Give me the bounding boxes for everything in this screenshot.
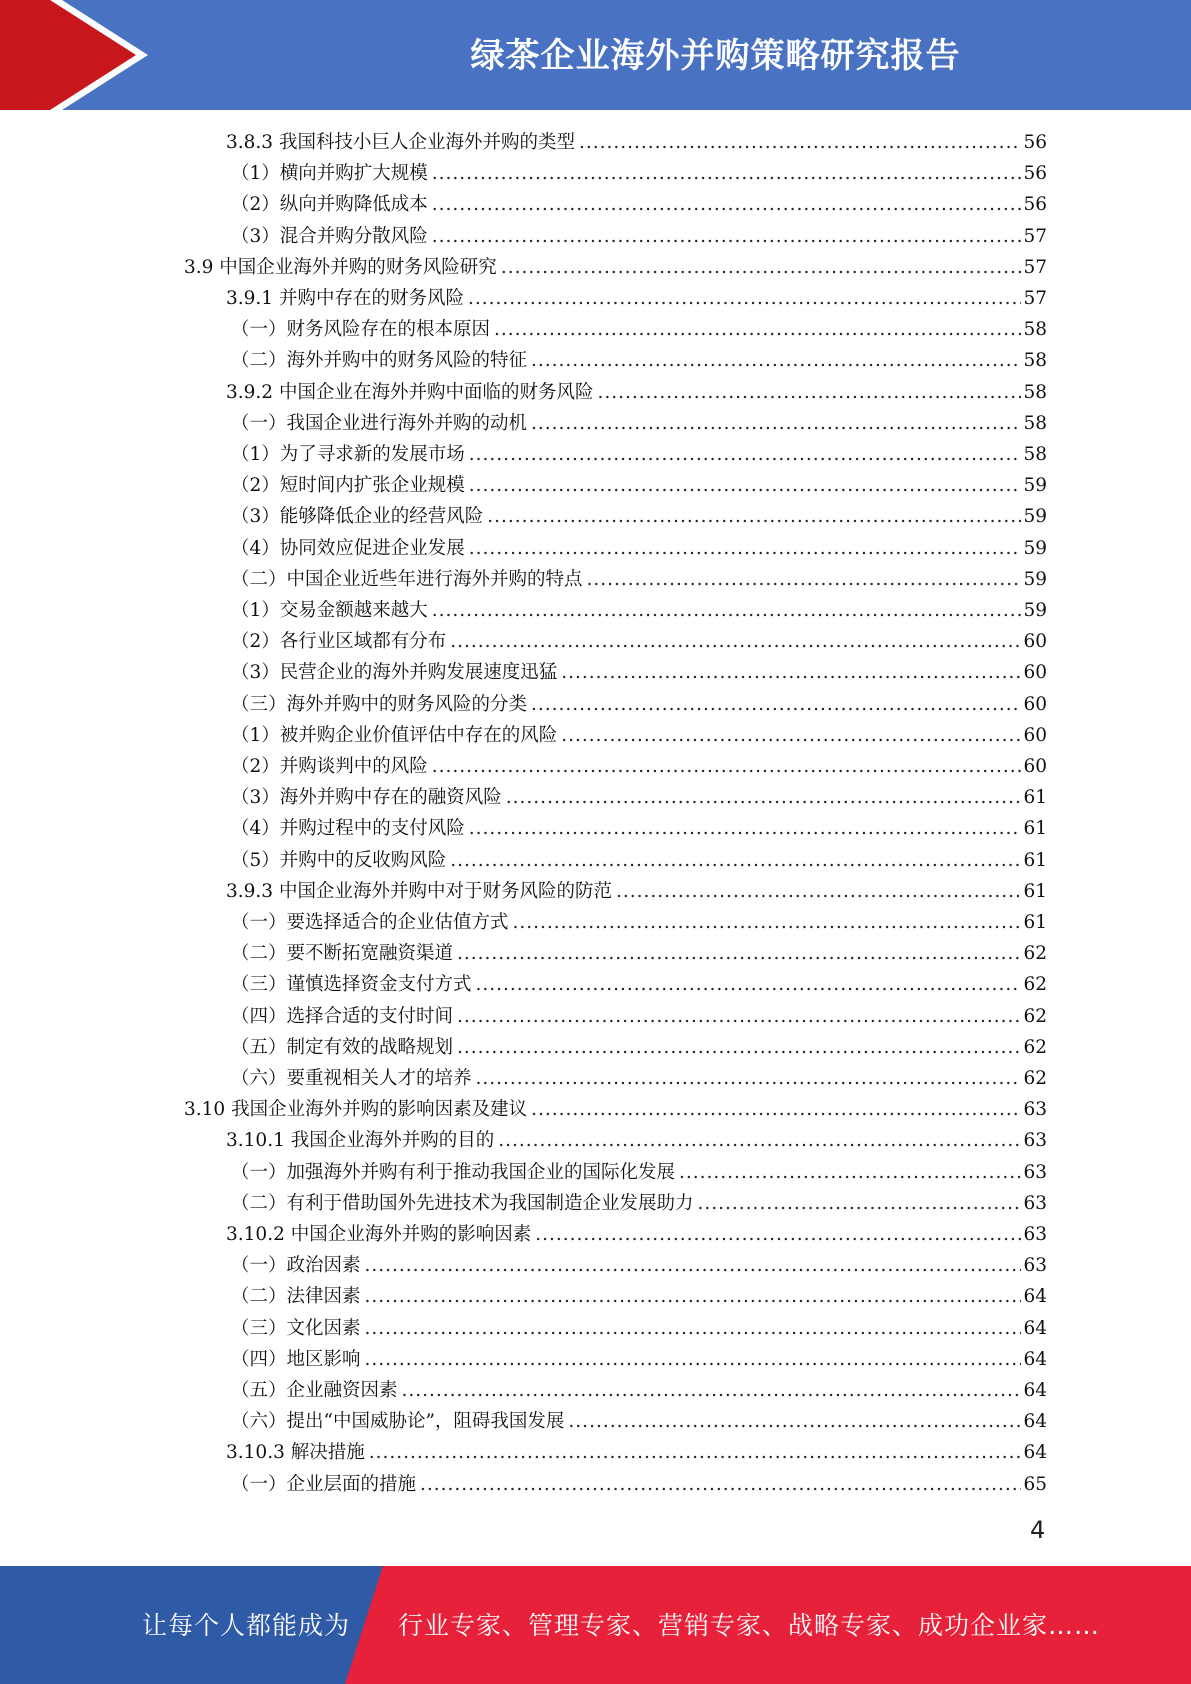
toc-entry-page: 58 [1023,350,1047,372]
toc-entry-title: （三）谨慎选择资金支付方式 [231,974,472,996]
toc-entry-page: 63 [1023,1099,1047,1121]
page-number: 4 [1030,1516,1046,1544]
toc-dot-leader [616,876,1021,907]
toc-entry[interactable] [231,1469,1047,1500]
toc-entry-page: 64 [1023,1317,1047,1339]
toc-entry[interactable] [231,782,1047,813]
toc-entry-title: （一）财务风险存在的根本原因 [231,319,491,341]
toc-entry-page: 57 [1023,288,1047,309]
toc-dot-leader [531,689,1021,720]
toc-dot-leader [597,377,1021,408]
toc-entry[interactable] [226,1437,1047,1468]
toc-entry[interactable] [231,1063,1047,1094]
toc-entry-title: （2）各行业区域都有分布 [231,631,447,653]
toc-entry-page: 60 [1023,662,1047,684]
toc-dot-leader [432,189,1021,220]
toc-entry[interactable] [184,252,1047,283]
toc-entry[interactable] [226,1219,1047,1250]
toc-entry-page: 61 [1023,787,1047,809]
toc-entry-title: （一）企业层面的措施 [231,1473,417,1495]
toc-dot-leader [469,533,1021,564]
toc-entry[interactable] [231,938,1047,969]
toc-dot-leader [365,1281,1021,1312]
toc-entry-page: 62 [1023,943,1047,965]
toc-entry[interactable] [231,439,1047,470]
toc-dot-leader [432,158,1021,189]
toc-entry-page: 60 [1023,693,1047,715]
toc-entry[interactable] [231,533,1047,564]
toc-dot-leader [457,1001,1021,1032]
toc-entry[interactable] [231,470,1047,501]
toc-entry-page: 59 [1023,475,1047,497]
toc-entry-title: （二）中国企业近些年进行海外并购的特点 [231,568,583,590]
toc-entry-title: （二）海外并购中的财务风险的特征 [231,350,528,372]
toc-dot-leader [698,1188,1021,1219]
toc-entry-page: 60 [1023,631,1047,653]
toc-entry-title: （3）能够降低企业的经营风险 [231,506,484,528]
toc-entry-page: 65 [1023,1473,1047,1495]
toc-entry-title: 3.10.3 解决措施 [226,1442,365,1464]
toc-entry-page: 60 [1023,756,1047,777]
toc-entry[interactable] [231,189,1047,220]
toc-entry-title: （1）被并购企业价值评估中存在的风险 [231,724,558,746]
toc-dot-leader [432,751,1021,782]
toc-dot-leader [457,1032,1021,1063]
toc-entry-page: 63 [1023,1192,1047,1214]
toc-entry-page: 63 [1023,1224,1047,1245]
toc-entry-title: （三）海外并购中的财务风险的分类 [231,693,528,715]
toc-dot-leader [432,595,1021,626]
toc-entry-title: （2）纵向并购降低成本 [231,194,428,216]
toc-entry[interactable] [231,1001,1047,1032]
toc-dot-leader [469,439,1021,470]
toc-entry-page: 62 [1023,1036,1047,1058]
toc-entry-title: （六）提出“中国威胁论”，阻碍我国发展 [231,1411,565,1433]
toc-entry-title: （三）文化因素 [231,1317,361,1339]
toc-entry-page: 60 [1023,724,1047,746]
toc-entry[interactable] [231,1375,1047,1406]
toc-entry-title: （4）并购过程中的支付风险 [231,818,465,840]
toc-dot-leader [494,314,1021,345]
toc-entry[interactable] [231,564,1047,595]
toc-dot-leader [487,501,1021,532]
toc-entry[interactable] [231,501,1047,532]
toc-dot-leader [469,813,1021,844]
toc-dot-leader [369,1437,1021,1468]
toc-dot-leader [432,221,1021,252]
toc-entry-page: 61 [1023,849,1047,871]
page-footer [0,1566,1191,1684]
footer-slogan-left: 让每个人都能成为 [142,1611,351,1640]
toc-entry-page: 64 [1023,1442,1047,1464]
toc-entry-page: 63 [1023,1130,1047,1152]
toc-entry[interactable] [231,1250,1047,1281]
toc-dot-leader [501,252,1021,283]
toc-entry[interactable] [231,314,1047,345]
toc-entry-page: 56 [1023,163,1047,185]
toc-entry-title: 3.9.3 中国企业海外并购中对于财务风险的防范 [226,880,612,902]
toc-entry[interactable] [231,720,1047,751]
toc-entry[interactable] [226,283,1047,314]
toc-entry-title: （一）我国企业进行海外并购的动机 [231,412,528,434]
toc-entry[interactable] [226,876,1047,907]
toc-entry-title: （六）要重视相关人才的培养 [231,1068,472,1089]
toc-dot-leader [365,1250,1021,1281]
toc-entry-title: （二）法律因素 [231,1286,361,1308]
toc-entry-title: （5）并购中的反收购风险 [231,849,447,871]
toc-entry-page: 56 [1023,132,1047,153]
toc-entry[interactable] [231,626,1047,657]
toc-dot-leader [468,283,1021,314]
toc-entry-page: 64 [1023,1411,1047,1433]
toc-dot-leader [476,1063,1021,1094]
toc-entry-page: 56 [1023,194,1047,216]
toc-entry-page: 61 [1023,880,1047,902]
toc-dot-leader [457,938,1021,969]
toc-entry[interactable] [231,595,1047,626]
toc-entry[interactable] [231,1313,1047,1344]
toc-entry[interactable] [231,1406,1047,1437]
toc-entry-title: （2）短时间内扩张企业规模 [231,475,465,497]
toc-entry-title: （2）并购谈判中的风险 [231,756,428,777]
toc-entry[interactable] [231,345,1047,376]
toc-dot-leader [561,720,1021,751]
toc-dot-leader [513,907,1021,938]
toc-entry-page: 58 [1023,412,1047,434]
toc-entry-page: 59 [1023,568,1047,590]
toc-entry[interactable] [231,657,1047,688]
toc-entry-title: （一）要选择适合的企业估值方式 [231,912,509,933]
toc-entry[interactable] [231,969,1047,1000]
toc-entry[interactable] [184,1094,1047,1125]
toc-entry[interactable] [231,221,1047,252]
toc-entry[interactable] [231,1344,1047,1375]
toc-entry[interactable] [231,1032,1047,1063]
toc-dot-leader [587,564,1021,595]
toc-entry[interactable] [226,1125,1047,1156]
toc-entry-page: 63 [1023,1161,1047,1183]
toc-entry-title: （四）选择合适的支付时间 [231,1005,454,1027]
toc-entry[interactable] [226,127,1047,158]
toc-entry-page: 59 [1023,506,1047,528]
toc-entry-page: 57 [1023,256,1047,278]
toc-entry-page: 59 [1023,537,1047,559]
toc-entry-page: 63 [1023,1255,1047,1277]
toc-entry-page: 58 [1023,381,1047,403]
toc-dot-leader [450,845,1021,876]
toc-entry-page: 62 [1023,1068,1047,1089]
toc-dot-leader [506,782,1021,813]
toc-dot-leader [450,626,1021,657]
toc-entry-title: （一）加强海外并购有利于推动我国企业的国际化发展 [231,1161,676,1183]
footer-slogan-right: 行业专家、管理专家、营销专家、战略专家、成功企业家…… [398,1611,1101,1640]
toc-entry-page: 61 [1023,912,1047,933]
toc-entry-title: （1）为了寻求新的发展市场 [231,444,465,465]
toc-entry-title: 3.9.1 并购中存在的财务风险 [226,288,464,309]
toc-entry[interactable] [231,158,1047,189]
toc-entry[interactable] [231,845,1047,876]
toc-entry-title: 3.9.2 中国企业在海外并购中面临的财务风险 [226,381,594,403]
toc-entry-title: 3.9 中国企业海外并购的财务风险研究 [184,256,497,278]
toc-entry-page: 61 [1023,818,1047,840]
toc-entry-page: 62 [1023,1005,1047,1027]
toc-entry-page: 64 [1023,1286,1047,1308]
toc-entry[interactable] [231,907,1047,938]
toc-entry-title: （二）有利于借助国外先进技术为我国制造企业发展助力 [231,1192,694,1214]
toc-dot-leader [498,1125,1021,1156]
toc-entry-title: （四）地区影响 [231,1348,361,1370]
toc-entry[interactable] [226,377,1047,408]
report-title: 绿茶企业海外并购策略研究报告 [470,36,961,76]
toc-entry-page: 64 [1023,1380,1047,1401]
toc-entry[interactable] [231,751,1047,782]
toc-entry-page: 58 [1023,319,1047,341]
toc-entry-title: （五）制定有效的战略规划 [231,1036,454,1058]
toc-dot-leader [365,1344,1021,1375]
toc-entry[interactable] [231,1281,1047,1312]
toc-dot-leader [535,1219,1021,1250]
toc-entry-title: （4）协同效应促进企业发展 [231,537,465,559]
toc-entry-title: 3.10.1 我国企业海外并购的目的 [226,1130,495,1152]
toc-entry-title: （3）混合并购分散风险 [231,225,428,247]
toc-dot-leader [531,345,1021,376]
toc-dot-leader [579,127,1021,158]
toc-dot-leader [679,1157,1021,1188]
toc-entry-page: 62 [1023,974,1047,996]
toc-entry-page: 59 [1023,600,1047,621]
toc-entry-title: （3）民营企业的海外并购发展速度迅猛 [231,662,558,684]
toc-entry-page: 57 [1023,225,1047,247]
toc-entry-title: 3.8.3 我国科技小巨人企业海外并购的类型 [226,132,575,153]
toc-entry-title: （1）交易金额越来越大 [231,600,428,621]
toc-entry[interactable] [231,1188,1047,1219]
toc-entry-title: （五）企业融资因素 [231,1380,398,1401]
toc-dot-leader [476,969,1021,1000]
toc-entry[interactable] [231,1157,1047,1188]
page-header [0,0,1191,110]
toc-dot-leader [568,1406,1021,1437]
toc-entry-title: （二）要不断拓宽融资渠道 [231,943,454,965]
toc-dot-leader [402,1375,1021,1406]
toc-dot-leader [420,1469,1021,1500]
toc-dot-leader [531,1094,1021,1125]
toc-dot-leader [561,657,1021,688]
toc-dot-leader [531,408,1021,439]
toc-entry[interactable] [231,813,1047,844]
toc-entry-title: （1）横向并购扩大规模 [231,163,428,185]
toc-entry-title: 3.10.2 中国企业海外并购的影响因素 [226,1224,532,1245]
toc-dot-leader [469,470,1021,501]
toc-entry[interactable] [231,408,1047,439]
toc-entry-page: 58 [1023,444,1047,465]
toc-entry-title: （3）海外并购中存在的融资风险 [231,787,502,809]
toc-entry-page: 64 [1023,1348,1047,1370]
toc-entry-title: （一）政治因素 [231,1255,361,1277]
toc-entry-title: 3.10 我国企业海外并购的影响因素及建议 [184,1099,528,1121]
toc-entry[interactable] [231,689,1047,720]
toc-dot-leader [365,1313,1021,1344]
